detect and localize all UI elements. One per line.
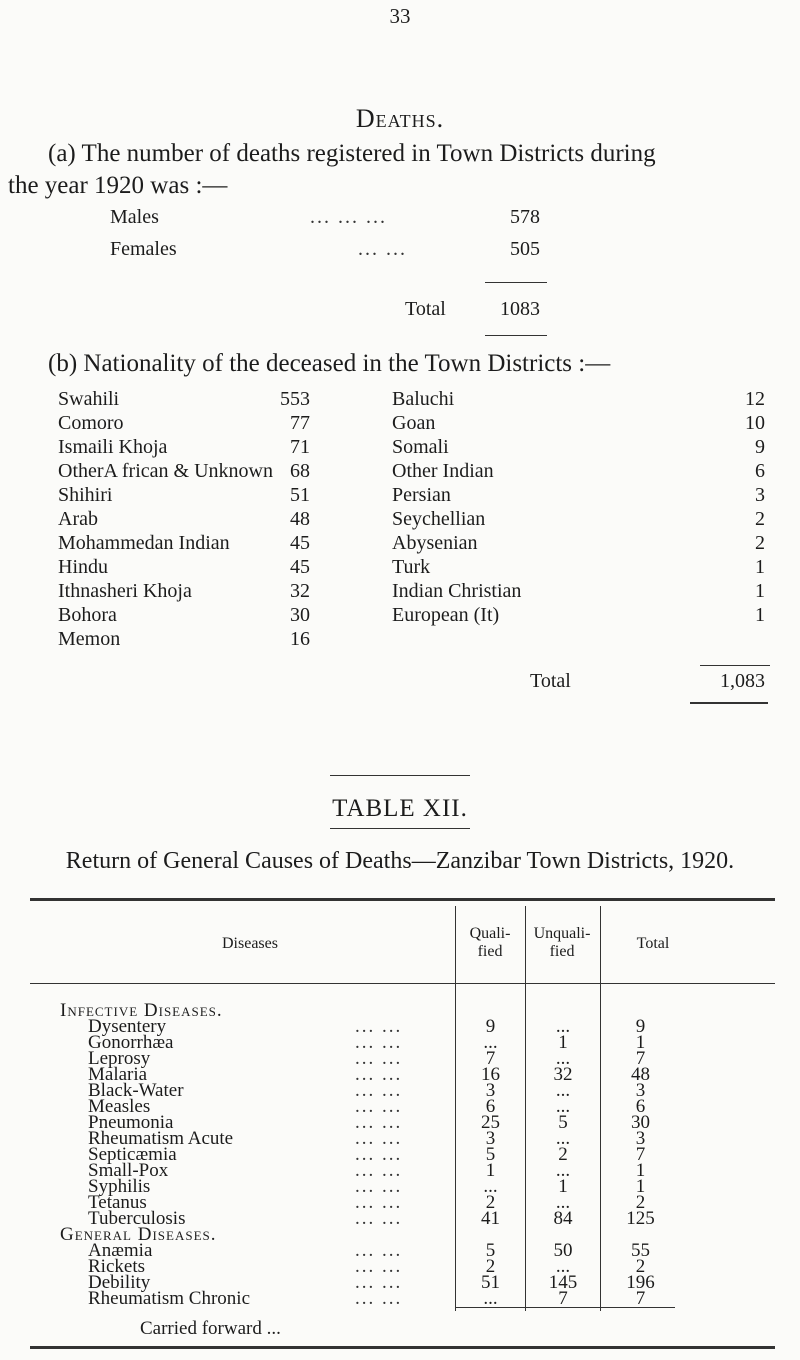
nationality-right-label: European (It) <box>392 604 500 626</box>
nationality-total-rule <box>690 702 768 704</box>
subtotal-rule <box>485 282 547 283</box>
section-a-total-label: Total <box>405 298 446 320</box>
disease-name: Rickets <box>88 1256 145 1277</box>
disease-name: Leprosy <box>88 1048 151 1069</box>
nationality-right-value: 6 <box>755 460 765 482</box>
section-a-line-1: (a) The number of deaths registered in Town Districts during <box>48 140 656 167</box>
nationality-right-value: 1 <box>755 556 765 578</box>
nationality-right-label: Other Indian <box>392 460 494 482</box>
column-divider-2 <box>525 906 526 1311</box>
males-label: Males <box>110 206 159 228</box>
leader-dots: ... ... <box>355 1288 403 1309</box>
leader-dots: ... ... <box>355 1128 403 1149</box>
nationality-left-value: 77 <box>290 412 310 434</box>
nationality-left-value: 45 <box>290 556 310 578</box>
header-unqualified: Unquali-fied <box>533 925 591 960</box>
total-rule <box>485 335 547 336</box>
disease-name: Tetanus <box>88 1192 147 1213</box>
table-title-bottom-rule <box>330 828 470 829</box>
disease-name: Small-Pox <box>88 1160 169 1181</box>
carried-forward-rule <box>455 1307 675 1308</box>
total-cell: 7 <box>635 1288 646 1309</box>
nationality-left-label: Swahili <box>58 388 120 410</box>
leader-dots: ... ... <box>355 1208 403 1229</box>
carried-forward: Carried forward ... <box>140 1318 281 1339</box>
section-heading: General Diseases. <box>60 1224 217 1245</box>
unqualified-cell: ... <box>555 1080 571 1101</box>
qualified-cell: 5 <box>485 1144 496 1165</box>
disease-name: Anæmia <box>88 1240 153 1261</box>
unqualified-cell: ... <box>555 1016 571 1037</box>
qualified-cell: 2 <box>485 1192 496 1213</box>
nationality-left-value: 68 <box>290 460 310 482</box>
nationality-right-label: Persian <box>392 484 451 506</box>
header-total: Total <box>636 935 670 952</box>
qualified-cell: 2 <box>485 1256 496 1277</box>
unqualified-cell: 1 <box>558 1032 568 1053</box>
nationality-right-label: Seychellian <box>392 508 486 530</box>
leader-dots: ... ... <box>355 1032 403 1053</box>
header-bottom-rule <box>30 983 775 984</box>
qualified-cell: ... <box>483 1176 498 1197</box>
nationality-right-value: 1 <box>755 604 765 626</box>
disease-name: Malaria <box>88 1064 148 1085</box>
leader-dots: ... ... <box>355 1144 403 1165</box>
nationality-left-label: Bohora <box>58 604 117 626</box>
females-value: 505 <box>510 238 540 260</box>
unqualified-cell: 32 <box>553 1064 573 1085</box>
total-cell: 2 <box>635 1256 646 1277</box>
page-heading: Deaths. <box>355 104 445 133</box>
total-cell: 1 <box>635 1160 646 1181</box>
nationality-left-label: Memon <box>58 628 121 650</box>
qualified-cell: 51 <box>481 1272 500 1293</box>
total-cell: 3 <box>635 1128 646 1149</box>
females-label: Females <box>110 238 177 260</box>
qualified-cell: 7 <box>485 1048 496 1069</box>
total-cell: 2 <box>635 1192 646 1213</box>
unqualified-cell: 1 <box>558 1176 568 1197</box>
qualified-cell: 3 <box>485 1080 496 1101</box>
unqualified-cell: ... <box>555 1160 571 1181</box>
leader-dots: ... ... <box>355 1272 403 1293</box>
nationality-right-label: Goan <box>392 412 436 434</box>
nationality-left-label: Mohammedan Indian <box>58 532 230 554</box>
table-title: TABLE XII. <box>332 795 468 822</box>
section-a-line-2: the year 1920 was :— <box>8 172 228 199</box>
nationality-right-value: 2 <box>755 532 765 554</box>
unqualified-cell: 50 <box>553 1240 573 1261</box>
nationality-right-value: 9 <box>755 436 765 458</box>
leader-dots: ... ... <box>355 1256 403 1277</box>
qualified-cell: 6 <box>485 1096 496 1117</box>
table-subtitle: Return of General Causes of Deaths—Zanzibar Town Districts, 1920. <box>65 848 735 874</box>
total-cell: 196 <box>626 1272 655 1293</box>
nationality-left-value: 45 <box>290 532 310 554</box>
total-cell: 55 <box>631 1240 650 1261</box>
leader-dots: ... ... <box>355 1240 403 1261</box>
nationality-right-label: Turk <box>392 556 431 578</box>
leader-dots: ... ... <box>355 1096 403 1117</box>
unqualified-cell: 84 <box>553 1208 573 1229</box>
qualified-cell: 5 <box>485 1240 496 1261</box>
unqualified-cell: ... <box>555 1192 571 1213</box>
nationality-right-label: Baluchi <box>392 388 455 410</box>
unqualified-cell: 145 <box>548 1272 578 1293</box>
disease-name: Syphilis <box>88 1176 151 1197</box>
nationality-right-label: Indian Christian <box>392 580 522 602</box>
nationality-left-value: 51 <box>290 484 310 506</box>
qualified-cell: 41 <box>481 1208 500 1229</box>
nationality-subtotal-rule <box>700 665 770 666</box>
disease-name: Pneumonia <box>88 1112 174 1133</box>
total-cell: 6 <box>635 1096 646 1117</box>
total-cell: 7 <box>635 1144 646 1165</box>
total-cell: 9 <box>635 1016 646 1037</box>
males-dots: ... ... ... <box>310 206 387 228</box>
leader-dots: ... ... <box>355 1048 403 1069</box>
nationality-left-value: 16 <box>290 628 310 650</box>
column-divider-3 <box>600 906 601 1311</box>
nationality-left-value: 48 <box>290 508 310 530</box>
total-cell: 125 <box>626 1208 655 1229</box>
total-cell: 30 <box>631 1112 650 1133</box>
leader-dots: ... ... <box>355 1160 403 1181</box>
section-a-total-value: 1083 <box>500 298 540 320</box>
males-value: 578 <box>510 206 540 228</box>
unqualified-cell: ... <box>555 1128 571 1149</box>
qualified-cell: 1 <box>485 1160 496 1181</box>
table-title-top-rule <box>330 775 470 776</box>
qualified-cell: 16 <box>481 1064 500 1085</box>
leader-dots: ... ... <box>355 1080 403 1101</box>
unqualified-cell: 7 <box>558 1288 568 1309</box>
unqualified-cell: ... <box>555 1256 571 1277</box>
total-cell: 1 <box>635 1032 646 1053</box>
disease-name: Dysentery <box>88 1016 167 1037</box>
nationality-right-value: 3 <box>755 484 765 506</box>
nationality-right-label: Abysenian <box>392 532 478 554</box>
nationality-left-label: Hindu <box>58 556 108 578</box>
total-cell: 1 <box>635 1176 646 1197</box>
total-cell: 7 <box>635 1048 646 1069</box>
nationality-left-label: Arab <box>58 508 98 530</box>
disease-name: Gonorrhæa <box>88 1032 174 1053</box>
nationality-left-value: 553 <box>280 388 310 410</box>
unqualified-cell: 2 <box>558 1144 568 1165</box>
header-diseases: Diseases <box>222 935 278 952</box>
leader-dots: ... ... <box>355 1064 403 1085</box>
qualified-cell: 9 <box>485 1016 496 1037</box>
disease-name: Tuberculosis <box>88 1208 186 1229</box>
disease-name: Rheumatism Chronic <box>88 1288 251 1309</box>
qualified-cell: 25 <box>481 1112 500 1133</box>
section-b-title: (b) Nationality of the deceased in the Town Districts :— <box>48 350 611 377</box>
leader-dots: ... ... <box>355 1176 403 1197</box>
nationality-right-label: Somali <box>392 436 449 458</box>
nationality-left-value: 30 <box>290 604 310 626</box>
unqualified-cell: ... <box>555 1096 571 1117</box>
section-b-total-value: 1,083 <box>720 670 765 692</box>
unqualified-cell: 5 <box>558 1112 568 1133</box>
nationality-left-value: 32 <box>290 580 310 602</box>
disease-name: Rheumatism Acute <box>88 1128 234 1149</box>
qualified-cell: 3 <box>485 1128 496 1149</box>
qualified-cell: ... <box>483 1032 498 1053</box>
nationality-right-value: 2 <box>755 508 765 530</box>
total-cell: 3 <box>635 1080 646 1101</box>
nationality-left-value: 71 <box>290 436 310 458</box>
disease-name: Black-Water <box>88 1080 184 1101</box>
nationality-left-label: Ismaili Khoja <box>58 436 168 458</box>
column-divider-1 <box>455 906 456 1311</box>
unqualified-cell: ... <box>555 1048 571 1069</box>
nationality-right-value: 12 <box>745 388 765 410</box>
disease-name: Measles <box>88 1096 151 1117</box>
disease-name: Debility <box>88 1272 151 1293</box>
nationality-left-label: Comoro <box>58 412 124 434</box>
total-cell: 48 <box>631 1064 650 1085</box>
table-top-rule <box>30 898 775 901</box>
leader-dots: ... ... <box>355 1192 403 1213</box>
nationality-left-label: Shihiri <box>58 484 113 506</box>
page-number: 33 <box>389 4 411 28</box>
header-qualified: Quali-fied <box>469 925 511 960</box>
nationality-right-value: 10 <box>745 412 765 434</box>
section-b-total-label: Total <box>530 670 571 692</box>
leader-dots: ... ... <box>355 1016 403 1037</box>
section-heading: Infective Diseases. <box>60 1000 223 1021</box>
leader-dots: ... ... <box>355 1112 403 1133</box>
qualified-cell: ... <box>483 1288 498 1309</box>
nationality-left-label: OtherA frican & Unknown <box>58 460 273 482</box>
table-bottom-rule <box>30 1346 775 1349</box>
nationality-left-label: Ithnasheri Khoja <box>58 580 192 602</box>
females-dots: ... ... <box>358 238 407 260</box>
disease-name: Septicæmia <box>88 1144 177 1165</box>
nationality-right-value: 1 <box>755 580 765 602</box>
